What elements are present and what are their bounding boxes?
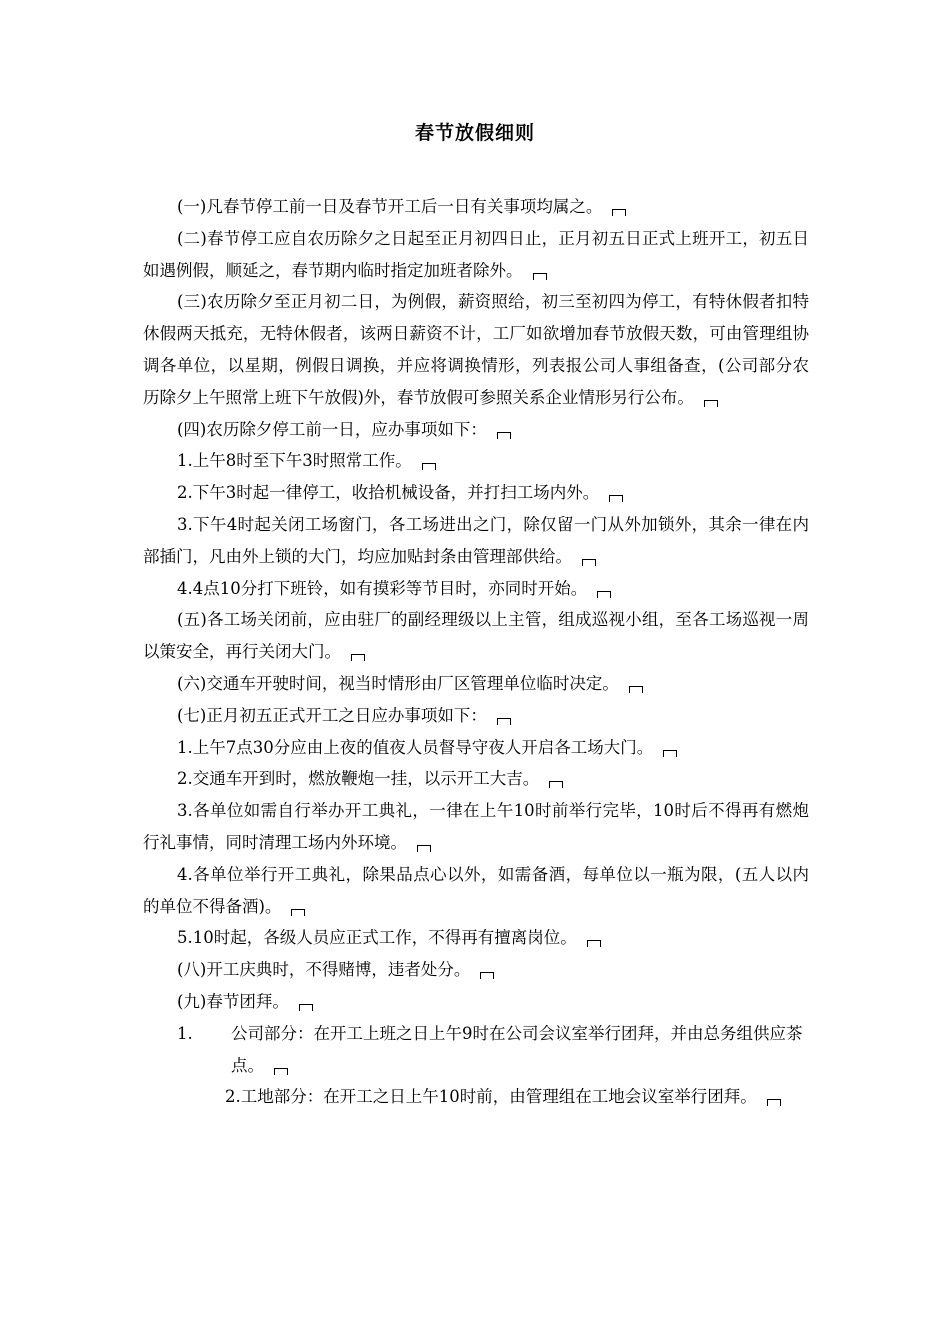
list-item-number: 1. [177,1023,193,1043]
paragraph-mark-icon [480,972,494,979]
paragraph-mark-icon [549,781,563,788]
paragraph [143,763,809,795]
paragraph [143,223,809,287]
paragraph-mark-icon [609,495,623,502]
paragraph-text: (三)农历除夕至正月初二日，为例假，薪资照给，初三至初四为停工，有特休假者扣特休假两天抵充，无特休假者，该两日薪资不计，工厂如欲增加春节放假天数，可由管理组协调各单位，以星期，例假日调换，并应将调换情形，列表报公司人事组备查，(公司部分农历除夕上午照常上班下午放假)外，春节放假可参照关系企业情形另行公布。 [143,292,809,407]
paragraph-mark-icon [597,591,611,598]
paragraph-mark-icon [291,909,305,916]
paragraph [143,732,809,764]
paragraph-text: (六)交通车开驶时间，视当时情形由厂区管理单位临时决定。 [177,673,619,693]
paragraph-mark-icon [497,432,511,439]
paragraph [143,795,809,859]
paragraph-mark-icon [417,845,431,852]
paragraph-mark-icon [767,1099,781,1106]
paragraph [143,922,809,954]
document-body [143,191,809,1113]
hanging-list-item [143,1018,809,1082]
paragraph [143,986,809,1018]
paragraph-text: 2.下午3时起一律停工，收拾机械设备，并打扫工场内外。 [177,483,600,503]
list-item-text [231,1018,809,1082]
paragraph-mark-icon [422,463,436,470]
paragraph-text: 3.下午4时起关闭工场窗门，各工场进出之门，除仅留一门从外加锁外，其余一律在内部插门，凡由外上锁的大门，均应加贴封条由管理部供给。 [143,514,809,566]
paragraph [143,573,809,605]
paragraph-mark-icon [663,750,677,757]
paragraph-mark-icon [274,1068,288,1075]
paragraph-text: (四)农历除夕停工前一日，应办事项如下： [177,419,487,439]
paragraph-text: (九)春节团拜。 [177,991,289,1011]
paragraph-text: 5.10时起，各级人员应正式工作，不得再有擅离岗位。 [177,928,577,948]
paragraph-mark-icon [587,940,601,947]
paragraph-mark-icon [299,1004,313,1011]
paragraph [143,509,809,573]
paragraph-text: (二)春节停工应自农历除夕之日起至正月初四日止，正月初五日正式上班开工，初五日如遇例假，顺延之，春节期内临时指定加班者除外。 [143,228,809,280]
paragraph-text: 4.4点10分打下班铃，如有摸彩等节目时，亦同时开始。 [177,578,588,598]
paragraph-text: (八)开工庆典时，不得赌博，违者处分。 [177,960,471,980]
paragraph-text: (五)各工场关闭前，应由驻厂的副经理级以上主管，组成巡视小组，至各工场巡视一周以策安全，再行关闭大门。 [143,610,809,662]
paragraph [143,1081,809,1113]
paragraph-text: (七)正月初五正式开工之日应办事项如下： [177,705,487,725]
paragraph-mark-icon [497,718,511,725]
paragraph [143,286,809,413]
paragraph [143,191,809,223]
paragraph [143,859,809,923]
paragraph-mark-icon [612,209,626,216]
paragraph-text: 4.各单位举行开工典礼，除果品点心以外，如需备酒，每单位以一瓶为限，(五人以内的单位不得备酒)。 [143,864,809,916]
paragraph [143,414,809,446]
paragraph-mark-icon [704,400,718,407]
paragraph [143,604,809,668]
paragraph-mark-icon [351,654,365,661]
paragraph-text: 3.各单位如需自行举办开工典礼，一律在上午10时前举行完毕，10时后不得再有燃炮行礼事情，同时清理工场内外环境。 [143,801,809,852]
paragraph [143,445,809,477]
paragraph-text: 1.上午7点30分应由上夜的值夜人员督导守夜人开启各工场大门。 [177,737,654,757]
paragraph-mark-icon [629,686,643,693]
paragraph-text: (一)凡春节停工前一日及春节开工后一日有关事项均属之。 [177,197,603,216]
page-title: 春节放假细则 [414,122,535,144]
paragraph [143,477,809,509]
paragraph-text: 2.工地部分：在开工之日上午10时前，由管理组在工地会议室举行团拜。 [225,1087,757,1107]
paragraph-mark-icon [582,559,596,566]
paragraph [143,668,809,700]
paragraph-text: 2.交通车开到时，燃放鞭炮一挂，以示开工大吉。 [177,769,540,789]
paragraph [143,954,809,986]
paragraph [143,700,809,732]
list-item-body: 公司部分：在开工上班之日上午9时在公司会议室举行团拜，并由总务组供应茶点。 [231,1023,803,1075]
paragraph-text: 1.上午8时至下午3时照常工作。 [177,451,412,471]
paragraph-mark-icon [533,273,547,280]
